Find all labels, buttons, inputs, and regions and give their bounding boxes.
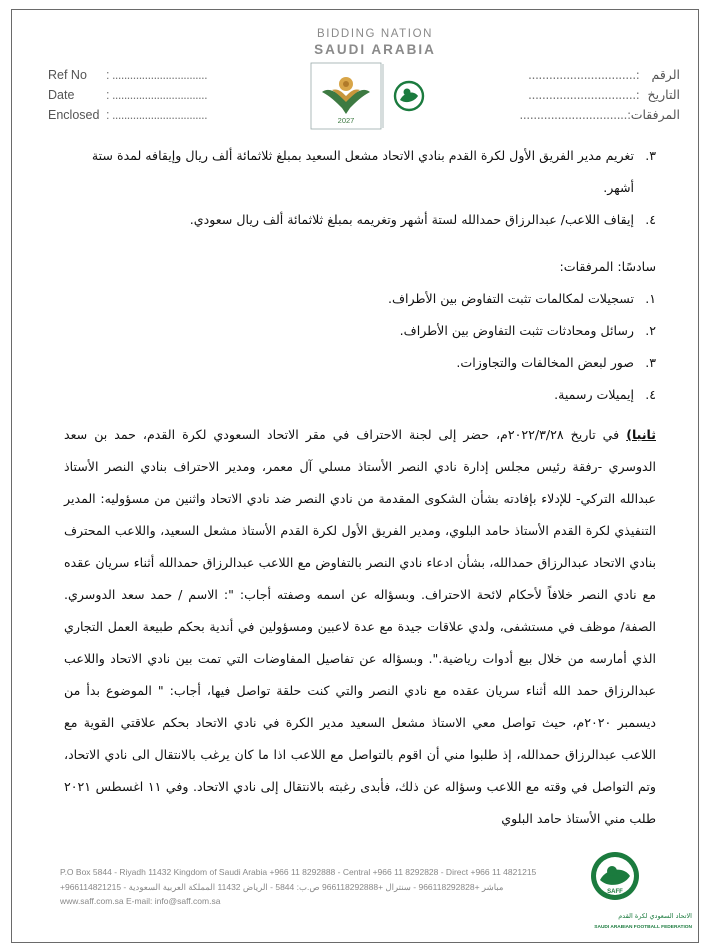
saff-name-ar: الاتحاد السعودي لكرة القدم bbox=[618, 912, 692, 920]
testimony-paragraph: ثانيا) في تاريخ ٢٠٢٢/٣/٢٨م، حضر إلى لجنة الاحتراف في مقر الاتحاد السعودي لكرة القدم، حمد بن سعد الدوسري -رفقة رئيس مجلس إدارة نادي النصر الأستاذ مسلي آل معمر، ومدير الاحتراف بنادي النصر الأستاذ عبدالله التركي- للإدلاء بإفادته بشأن الشكوى المقدمة من نادي النصر ضد نادي الاتحاد واثنين من مسؤوليه: المدير التنفيذي لكرة القدم الأستاذ حامد البلوي، ومدير الفريق الأول لكرة القدم الأستاذ مشعل السعيد، واللاعب المحترف بنادي الاتحاد عبدالرزاق حمدالله، بشأن ادعاء نادي النصر بالتفاوض مع اللاعب عبدالرزاق حمدالله أثناء سريان عقده مع نادي النصر خلافاً لأحكام لائحة الاحتراف. وبسؤاله عن اسمه وصفته أجاب: ": الاسم / حمد سعد الدوسري. الصفة/ موظف في مستشفى، ولدي علاقات جيدة مع عدة لاعبين ومسؤولين في أندية بحكم طبيعة العمل التجاري الذي أمارسه من خلال بيع أدوات رياضية.". وبسؤاله عن تفاصيل المفاوضات التي تمت بين نادي الاتحاد واللاعب عبدالرزاق حمد الله أثناء سريان عقده مع نادي النصر والتي كنت حلقة تواصل فيها، أجاب: " الموضوع بدأ من ديسمبر ٢٠٢٠م، حيث تواصل معي الاستاذ مشعل السعيد مدير الكرة في نادي الاتحاد بحكم علاقتي القوية مع اللاعب عبدالرزاق حمدالله، إذ طلبوا مني أن اقوم بالتواصل مع اللاعب اذا ما كان يرغب بالانتقال الى نادي الاتحاد، وتم التواصل في وقته مع اللاعب وسؤاله عن ذلك، فأبدى رغبته بالانتقال إلى نادي الاتحاد. وفي ١١ اغسطس ٢٠٢١ طلب مني الأستاذ حامد البلوي bbox=[64, 427, 656, 826]
enclosed-row-ar: المرفقات :............................... bbox=[519, 107, 680, 122]
ref-no-row: Ref No : ................................ bbox=[48, 68, 208, 82]
list-item: ٢. رسائل ومحادثات تثبت التفاوض بين الأطراف. bbox=[399, 323, 656, 338]
section-label: ثانيا) bbox=[626, 427, 656, 442]
bid-logo-line2: SAUDI ARABIA bbox=[314, 42, 436, 57]
ref-no-row-ar: الرقم :............................... bbox=[528, 67, 680, 82]
footer-address-ar: +966114821215 - مباشر +966118292828 - سنترال +966118292888 ص.ب: 5844 - الرياض 11432 المملكة العربية السعودية bbox=[60, 882, 504, 892]
list-item: ٤. إيميلات رسمية. bbox=[554, 387, 656, 402]
list-item: ١. تسجيلات لمكالمات تثبت التفاوض بين الأطراف. bbox=[387, 291, 656, 306]
attachments-heading: سادسًا: المرفقات: bbox=[559, 259, 656, 274]
reference-fields-en bbox=[48, 65, 228, 125]
date-row: Date : ................................ bbox=[48, 88, 208, 102]
list-item: ٤. إيقاف اللاعب/ عبدالرزاق حمدالله لستة أشهر وتغريمه بمبلغ ثلاثمائة ألف ريال سعودي. bbox=[189, 212, 656, 227]
list-item: ٣. صور لبعض المخالفات والتجاوزات. bbox=[456, 355, 656, 370]
bid-logo bbox=[310, 62, 434, 130]
footer-address-en: P.O Box 5844 - Riyadh 11432 Kingdom of Saudi Arabia +966 11 8292888 - Central +966 11 8292828 - Direct +966 11 4821215 bbox=[60, 867, 537, 877]
bid-year: 2027 bbox=[337, 116, 355, 125]
saff-name-en: SAUDI ARABIAN FOOTBALL FEDERATION bbox=[594, 925, 692, 930]
footer-web: www.saff.com.sa E-mail: info@saff.com.sa bbox=[60, 896, 221, 906]
document-body bbox=[64, 140, 656, 835]
date-row-ar: التاريخ :............................... bbox=[528, 87, 680, 102]
bid-logo-line1: BIDDING NATION bbox=[316, 28, 434, 40]
list-item: ٣. تغريم مدير الفريق الأول لكرة القدم بنادي الاتحاد مشعل السعيد بمبلغ ثلاثمائة ألف ريال وإيقافه لمدة ستة أشهر. bbox=[91, 148, 656, 195]
reference-fields-ar bbox=[519, 65, 680, 125]
saff-mark: SAFF bbox=[607, 889, 623, 895]
saff-logo bbox=[588, 848, 696, 934]
enclosed-row: Enclosed : ................................ bbox=[48, 108, 208, 122]
